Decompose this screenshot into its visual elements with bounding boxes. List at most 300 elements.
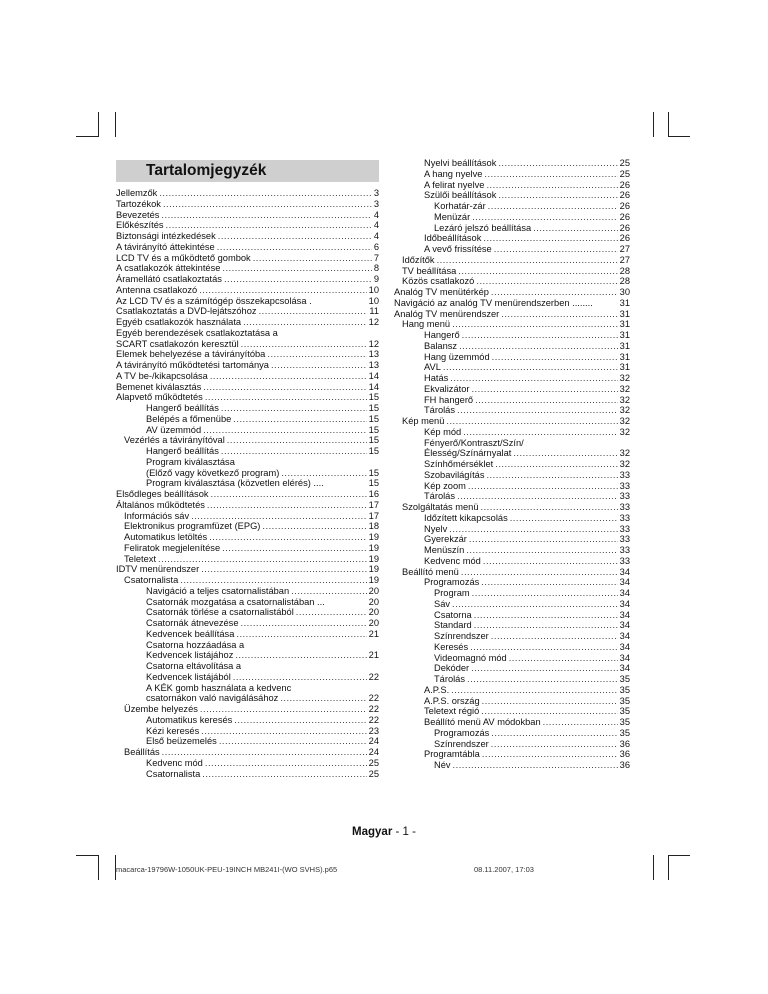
toc-entry — [116, 478, 379, 489]
crop-mark — [668, 112, 669, 137]
toc-entry-title: IDTV menürendszer — [116, 564, 200, 575]
dot-leader — [481, 577, 617, 588]
toc-entry-title: Programtábla — [424, 749, 480, 760]
toc-entry-title: Korhatár-zár — [434, 201, 486, 211]
dot-leader — [199, 285, 367, 296]
toc-entry — [394, 524, 630, 535]
toc-entry — [394, 470, 630, 481]
toc-entry-title: Menüzár — [434, 211, 471, 222]
dot-leader — [281, 468, 366, 479]
page-title: Tartalomjegyzék — [116, 160, 379, 182]
toc-entry — [116, 446, 379, 457]
crop-mark — [76, 136, 98, 137]
footer-language: Magyar — [352, 826, 393, 838]
dot-leader — [158, 554, 367, 565]
dot-leader — [476, 276, 617, 287]
toc-entry — [394, 567, 630, 578]
toc-entry-title: Feliratok megjelenítése — [124, 542, 221, 553]
toc-entry — [394, 169, 630, 180]
toc-entry — [394, 653, 630, 664]
toc-entry-title: Tárolás — [424, 405, 456, 416]
dot-leader — [472, 588, 618, 599]
toc-entry-page: 17 — [368, 499, 379, 510]
toc-entry-title: Név — [434, 760, 451, 770]
toc-entry-title: Analóg TV menürendszer — [394, 308, 500, 319]
toc-entry-title: A csatlakozók áttekintése — [116, 263, 221, 274]
toc-entry-page: 14 — [368, 370, 379, 381]
toc-entry-title: Szolgáltatás menü — [402, 502, 479, 512]
dot-leader — [471, 663, 618, 674]
dot-leader — [253, 253, 372, 264]
dot-leader — [498, 158, 617, 169]
toc-entry-title: TV beállítása — [402, 265, 457, 276]
toc-entry-page: 32 — [619, 405, 630, 416]
toc-entry — [116, 726, 379, 737]
toc-entry — [116, 403, 379, 414]
dot-leader — [227, 435, 367, 446]
toc-entry-title: Kedvenc mód — [146, 757, 203, 768]
toc-entry-page: 25 — [368, 757, 379, 768]
print-file-name: macarca-19796W-1050UK-PEU-19INCH MB241I-(WO SVHS).p65 — [116, 865, 338, 874]
toc-entry-page: 32 — [619, 373, 630, 383]
dot-leader — [451, 685, 618, 696]
toc-entry-page: 34 — [619, 588, 630, 598]
toc-entry — [116, 640, 379, 651]
dot-leader — [458, 266, 617, 277]
crop-mark — [653, 112, 654, 137]
toc-entry — [394, 158, 630, 169]
toc-entry-title: Menüszín — [424, 545, 465, 555]
toc-entry — [116, 435, 379, 446]
toc-entry-page: 19 — [368, 564, 379, 575]
dot-leader — [205, 392, 367, 403]
toc-entry-page: 19 — [368, 532, 379, 542]
toc-entry-page: 12 — [368, 338, 379, 349]
dot-leader — [483, 233, 617, 244]
toc-entry-title: Színrendszer — [434, 631, 489, 641]
toc-entry-title: Kézi keresés — [146, 725, 200, 736]
toc-entry-title: Lezáró jelszó beállítása — [434, 222, 532, 233]
toc-entry-page: 33 — [619, 469, 630, 480]
dot-leader — [453, 760, 618, 771]
dot-leader — [446, 416, 617, 427]
toc-entry-title: Időzített kikapcsolás — [424, 512, 508, 523]
toc-entry — [116, 769, 379, 780]
toc-entry — [394, 610, 630, 621]
dot-leader — [452, 319, 618, 330]
toc-entry — [116, 468, 379, 479]
toc-entry-title: Hatás — [424, 373, 449, 383]
toc-entry-page: 15 — [368, 435, 379, 446]
dot-leader — [235, 650, 366, 661]
crop-mark — [653, 855, 654, 880]
dot-leader — [482, 696, 618, 707]
toc-entry-page: 4 — [373, 231, 379, 241]
crop-mark — [668, 136, 690, 137]
toc-entry-page: 22 — [368, 704, 379, 714]
toc-entry — [116, 575, 379, 586]
toc-entry — [394, 266, 630, 277]
toc-entry — [394, 663, 630, 674]
toc-entry — [116, 199, 379, 210]
toc-entry-title: Bemenet kiválasztás — [116, 381, 202, 392]
toc-entry-title: Időzítők — [402, 254, 435, 265]
toc-entry — [116, 306, 379, 317]
toc-entry — [116, 554, 379, 565]
dot-leader — [205, 758, 367, 769]
toc-entry-title: A.P.S. — [424, 684, 450, 695]
dot-leader — [543, 717, 618, 728]
toc-entry-page: 30 — [619, 287, 630, 297]
toc-entry-page: 19 — [368, 542, 379, 553]
toc-entry-page: 35 — [619, 674, 630, 684]
toc-entry — [116, 242, 379, 253]
toc-entry — [394, 341, 630, 352]
toc-entry-title: Hangerő beállítás — [146, 446, 219, 456]
toc-entry-page: 31 — [619, 362, 630, 373]
toc-entry — [116, 274, 379, 285]
toc-entry-title: Kedvenc mód — [424, 555, 481, 566]
toc-entry-page: 27 — [619, 244, 630, 254]
toc-entry-title: Beállító menü AV módokban — [424, 717, 541, 727]
dot-leader — [291, 586, 367, 597]
toc-entry — [394, 674, 630, 685]
toc-entry — [116, 328, 379, 339]
dot-leader — [471, 384, 617, 395]
toc-entry-title: AVL — [424, 362, 441, 373]
toc-entry — [394, 373, 630, 384]
toc-entry-title: Gyerekzár — [424, 534, 467, 545]
dot-leader — [203, 425, 367, 436]
toc-entry — [394, 395, 630, 406]
dot-leader — [163, 199, 372, 210]
dot-leader — [203, 382, 366, 393]
toc-entry-page: 15 — [368, 403, 379, 413]
toc-entry-title: Videomagnó mód — [434, 652, 507, 663]
toc-entry — [116, 683, 379, 694]
dot-leader — [494, 244, 618, 255]
toc-entry-title: Dekóder — [434, 663, 470, 674]
toc-entry-title: A TV be-/kikapcsolása — [116, 370, 208, 381]
toc-entry-title: Hangerő — [424, 330, 460, 340]
toc-entry-title: Kép zoom — [424, 480, 466, 491]
toc-entry-title: Csatornák törlése a csatornalistából — [146, 607, 294, 618]
toc-entry-title: Áramellátó csatlakoztatás — [116, 274, 222, 284]
dot-leader — [222, 543, 367, 554]
dot-leader — [457, 405, 618, 416]
toc-entry — [394, 319, 630, 330]
toc-entry-page: 33 — [619, 480, 630, 491]
toc-entry-page: 35 — [619, 706, 630, 717]
dot-leader — [467, 674, 618, 685]
toc-entry — [394, 459, 630, 470]
toc-entry — [394, 448, 630, 459]
toc-entry — [394, 717, 630, 728]
toc-entry-page: 26 — [619, 201, 630, 211]
toc-entry-title: A felirat nyelve — [424, 179, 485, 190]
toc-entry-title: Tartozékok — [116, 198, 161, 209]
toc-entry-page: 3 — [373, 188, 379, 198]
dot-leader — [233, 414, 366, 425]
toc-entry — [394, 696, 630, 707]
toc-entry — [116, 564, 379, 575]
toc-entry-page: 35 — [619, 727, 630, 738]
toc-entry-title: Kedvencek listájához — [146, 650, 234, 661]
toc-entry-title: A távirányító működtetési tartománya — [116, 360, 269, 370]
toc-entry-page: 34 — [619, 566, 630, 577]
toc-entry — [116, 758, 379, 769]
toc-entry — [116, 339, 379, 350]
toc-entry-title: Program — [434, 588, 470, 598]
toc-entry — [116, 543, 379, 554]
toc-column-left — [116, 188, 379, 779]
dot-leader — [486, 180, 617, 191]
dot-leader — [222, 263, 371, 274]
toc-entry — [394, 362, 630, 373]
crop-mark — [98, 855, 99, 880]
toc-entry — [394, 706, 630, 717]
toc-entry-page: 25 — [368, 768, 379, 779]
toc-entry-title: Kedvencek listájából — [146, 671, 231, 682]
dot-leader — [209, 532, 366, 543]
dot-leader — [461, 567, 618, 578]
dot-leader — [219, 736, 367, 747]
toc-entry-page: 31 — [619, 351, 630, 362]
dot-leader — [474, 610, 618, 621]
toc-entry-page: 32 — [619, 394, 630, 405]
toc-entry-page: 33 — [619, 545, 630, 555]
toc-entry — [116, 586, 379, 597]
dot-leader — [486, 470, 617, 481]
toc-entry-page: 16 — [368, 489, 379, 499]
toc-entry-title: A hang nyelve — [424, 168, 483, 179]
toc-entry — [394, 534, 630, 545]
crop-mark — [76, 855, 98, 856]
toc-entry-title: Jellemzők — [116, 188, 158, 198]
print-date: 08.11.2007, 17:03 — [474, 865, 534, 874]
toc-entry-title: Teletext régió — [424, 706, 480, 717]
toc-entry — [394, 298, 630, 309]
toc-entry-title: Alapvető működtetés — [116, 392, 203, 403]
toc-entry-page: 21 — [368, 650, 379, 661]
crop-mark — [98, 112, 99, 137]
toc-entry — [116, 661, 379, 672]
toc-entry-page: 32 — [619, 426, 630, 437]
toc-entry-page: 25 — [619, 158, 630, 168]
toc-entry-title: Nyelvi beállítások — [424, 158, 497, 168]
toc-entry — [116, 285, 379, 296]
toc-entry — [394, 599, 630, 610]
toc-entry — [394, 642, 630, 653]
toc-entry-page: 18 — [368, 521, 379, 532]
toc-entry-page: 6 — [373, 241, 379, 252]
toc-entry — [394, 427, 630, 438]
dot-leader — [218, 231, 372, 242]
toc-entry-page: 34 — [619, 652, 630, 663]
dot-leader — [462, 330, 618, 341]
dot-leader — [259, 306, 368, 317]
toc-entry-title: Antenna csatlakozó — [116, 284, 198, 295]
dot-leader — [481, 502, 618, 513]
dot-leader — [201, 564, 366, 575]
toc-entry — [116, 220, 379, 231]
toc-entry-page: 15 — [368, 478, 379, 489]
toc-entry — [394, 685, 630, 696]
toc-entry-page: 20 — [368, 596, 379, 607]
dot-leader — [483, 556, 618, 567]
toc-entry — [116, 349, 379, 360]
dot-leader — [166, 220, 372, 231]
toc-entry-page: 15 — [368, 413, 379, 424]
dot-leader — [481, 706, 617, 717]
toc-entry-page: 4 — [373, 209, 379, 220]
toc-entry — [116, 747, 379, 758]
toc-entry-title: SCART csatlakozón keresztül — [116, 338, 239, 349]
toc-entry-title: (Előző vagy következő program) — [146, 467, 280, 478]
toc-entry — [394, 760, 630, 771]
toc-entry-page: 32 — [619, 383, 630, 394]
toc-entry — [394, 405, 630, 416]
toc-entry-page: 35 — [619, 695, 630, 706]
toc-entry-title: Első beüzemelés — [146, 736, 217, 747]
dot-leader — [296, 607, 367, 618]
dot-leader — [510, 513, 618, 524]
toc-entry — [394, 416, 630, 427]
toc-entry — [116, 607, 379, 618]
toc-entry — [116, 521, 379, 532]
dot-leader — [162, 747, 367, 758]
toc-entry-title: Egyéb berendezések csatlakoztatása a — [116, 327, 278, 338]
toc-entry-page: 4 — [373, 220, 379, 231]
toc-entry-page: 28 — [619, 276, 630, 287]
toc-entry-page: 22 — [368, 693, 379, 704]
dot-leader — [280, 693, 366, 704]
toc-entry-title: Navigáció a teljes csatornalistában — [146, 585, 290, 596]
toc-entry — [394, 309, 630, 320]
dot-leader — [491, 739, 618, 750]
toc-entry-title: Beállítás — [124, 747, 160, 757]
toc-entry-page: 36 — [619, 738, 630, 749]
dot-leader — [449, 524, 617, 535]
toc-entry-title: Automatikus keresés — [146, 714, 233, 725]
dot-leader — [224, 274, 372, 285]
toc-entry-page: 33 — [619, 502, 630, 512]
toc-entry-page: 27 — [619, 254, 630, 265]
toc-entry-page: 28 — [619, 265, 630, 276]
toc-entry — [394, 556, 630, 567]
toc-entry — [394, 620, 630, 631]
toc-entry — [116, 532, 379, 543]
toc-entry-title: Programozás — [434, 727, 490, 738]
toc-entry — [116, 360, 379, 371]
toc-entry — [394, 330, 630, 341]
dot-leader — [463, 427, 617, 438]
dot-leader — [484, 169, 617, 180]
toc-entry — [394, 384, 630, 395]
toc-entry-title: A távirányító áttekintése — [116, 241, 215, 252]
toc-entry-title: Fényerő/Kontraszt/Szín/ — [424, 437, 524, 448]
toc-entry — [394, 577, 630, 588]
dot-leader — [233, 672, 367, 683]
toc-entry-page: 15 — [368, 446, 379, 456]
toc-entry-title: Automatikus letöltés — [124, 532, 208, 542]
toc-entry — [116, 736, 379, 747]
toc-entry-page: 26 — [619, 233, 630, 244]
toc-entry-title: Elsődleges beállítások — [116, 489, 209, 499]
toc-entry-page: 31 — [619, 297, 630, 308]
toc-entry-page: 31 — [619, 330, 630, 340]
toc-entry-page: 34 — [619, 598, 630, 609]
toc-entry-title: LCD TV és a működtető gombok — [116, 252, 251, 263]
toc-entry-page: 26 — [619, 211, 630, 222]
toc-entry — [116, 704, 379, 715]
toc-entry-page: 21 — [368, 628, 379, 639]
toc-entry-title: Színrendszer — [434, 738, 489, 749]
toc-entry-page: 20 — [368, 607, 379, 618]
toc-entry — [394, 352, 630, 363]
dot-leader — [202, 769, 366, 780]
dot-leader — [495, 459, 617, 470]
dot-leader — [234, 715, 366, 726]
dot-leader — [267, 349, 366, 360]
dot-leader — [221, 403, 367, 414]
toc-entry-page: 8 — [373, 263, 379, 274]
toc-entry — [394, 739, 630, 750]
toc-entry-page: 34 — [619, 577, 630, 588]
toc-entry-title: A KÉK gomb használata a kedvenc — [146, 682, 292, 693]
toc-entry — [116, 231, 379, 242]
dot-leader — [443, 362, 618, 373]
toc-entry-page: 24 — [368, 747, 379, 757]
toc-entry-title: Egyéb csatlakozók használata — [116, 317, 242, 327]
toc-entry-title: Időbeállítások — [424, 233, 482, 244]
toc-entry-title: Kép menü — [402, 416, 445, 426]
toc-entry — [394, 491, 630, 502]
toc-entry-title: Elemek behelyezése a távirányítóba — [116, 349, 266, 360]
toc-entry-title: Analóg TV menütérkép — [394, 287, 489, 297]
toc-entry-title: Bevezetés — [116, 209, 160, 220]
crop-mark — [115, 112, 116, 137]
dot-leader — [180, 575, 366, 586]
toc-entry — [394, 287, 630, 298]
toc-entry-page: 33 — [619, 512, 630, 523]
dot-leader — [491, 631, 618, 642]
dot-leader — [211, 489, 367, 500]
toc-entry-title: csatornákon való navigálásához — [146, 693, 279, 704]
toc-entry-page: 34 — [619, 631, 630, 641]
dot-leader — [491, 728, 617, 739]
toc-entry-page: 31 — [619, 340, 630, 351]
toc-entry-page: 32 — [619, 416, 630, 426]
toc-column-right — [394, 158, 630, 771]
toc-entry — [394, 276, 630, 287]
toc-entry-title: Programozás — [424, 577, 480, 588]
toc-entry-title: FH hangerő — [424, 394, 474, 405]
toc-entry — [116, 414, 379, 425]
toc-entry-title: Hang üzemmód — [424, 351, 490, 362]
toc-entry — [394, 233, 630, 244]
toc-entry-page: 24 — [368, 736, 379, 747]
toc-entry — [116, 500, 379, 511]
toc-entry-page: 33 — [619, 555, 630, 566]
toc-entry-page: 34 — [619, 663, 630, 674]
dot-leader — [475, 395, 618, 406]
dot-leader — [450, 373, 617, 384]
dot-leader — [210, 371, 367, 382]
dot-leader — [459, 341, 618, 352]
toc-entry — [116, 382, 379, 393]
dot-leader — [452, 599, 618, 610]
